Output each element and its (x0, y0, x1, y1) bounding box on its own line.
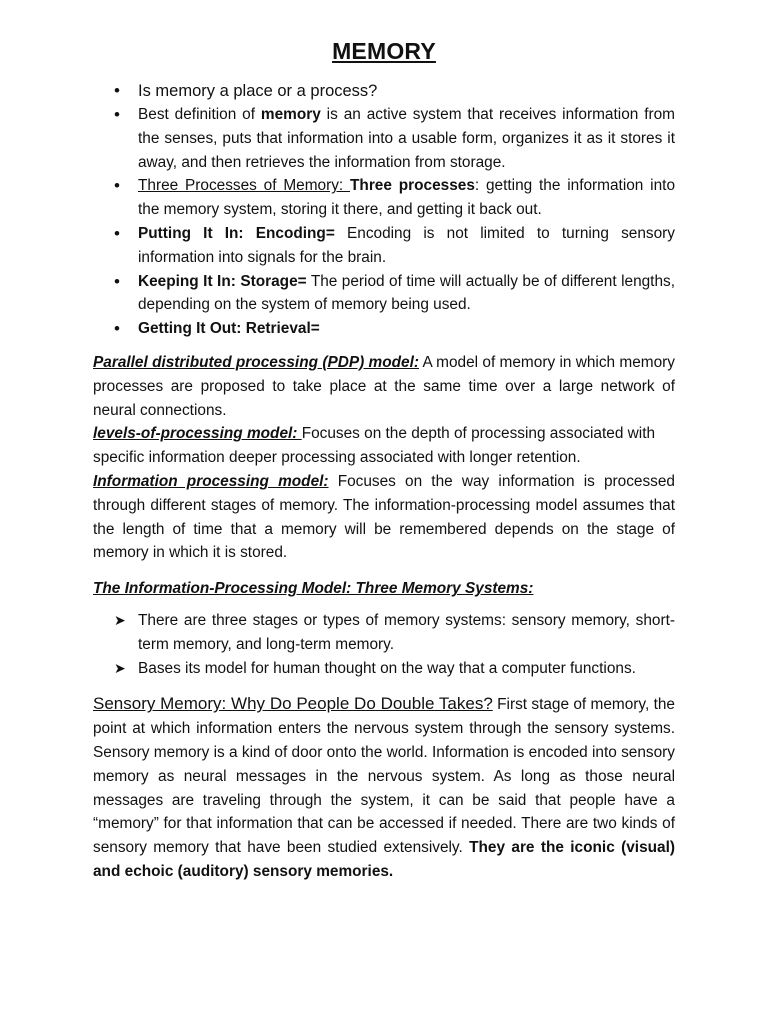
levels-of-processing-label: levels-of-processing model: (93, 425, 302, 443)
sensory-memory-text: First stage of memory, the point at which information enters the nervous system through the sensory systems. Sensory memory is a kind of door onto the world. Information is encoded into sensory memory as neural messages in the nervous system. As long as those neural messages are traveling through the system, it can be said that people have a “memory” for that information that can be accessed if needed. There are two kinds of sensory memory that have been studied extensively. (93, 696, 675, 857)
storage-text: The period of time will actually be of different lengths, depending on the system of memory being used. (138, 272, 675, 314)
information-processing-text: Focuses on the way information is processed through different stages of memory. The information-processing model assumes that the length of time that a memory will be remembered depends on the stage of memory in which it is stored. (93, 472, 675, 562)
pdp-model-text: A model of memory in which memory processes are proposed to take place at the same time over a large network of neural connections. (93, 353, 675, 419)
sensory-memory-heading: Sensory Memory: Why Do People Do Double Takes? (93, 694, 493, 714)
definition-pre-text: Best definition of (138, 106, 261, 123)
information-processing-paragraph (93, 470, 675, 565)
arrowhead-bullet-icon: ➤ (114, 659, 126, 676)
three-processes-bold: Three processes (350, 177, 475, 195)
question-text: Is memory a place or a process? (138, 82, 378, 100)
levels-of-processing-text: Focuses on the depth of processing associated with specific information deeper processing associated with longer retention. (93, 425, 656, 467)
arrowhead-bullet-icon: ➤ (114, 611, 126, 628)
page-title: MEMORY (332, 38, 436, 64)
sensory-memory-bold-end: They are the iconic (visual) and echoic (auditory) sensory memories. (93, 839, 675, 880)
three-processes-text: : getting the information into the memory system, storing it there, and getting it back out. (138, 177, 675, 219)
list-item (114, 609, 675, 657)
document-page (93, 38, 675, 884)
three-systems-list (93, 609, 675, 680)
encoding-text: Encoding is not limited to turning sensory information into signals for the brain. (138, 224, 675, 266)
list-item-three-processes (138, 174, 675, 222)
information-processing-label: Information processing model: (93, 472, 329, 490)
list-item-retrieval (138, 317, 675, 341)
retrieval-label: Getting It Out: Retrieval= (138, 320, 320, 338)
three-systems-heading (93, 577, 675, 601)
three-processes-label: Three Processes of Memory: (138, 177, 351, 195)
levels-of-processing-paragraph (93, 422, 675, 470)
list-item-question (138, 79, 675, 103)
definition-post-text: is an active system that receives information from the senses, puts that information into a usable form, organizes it as it stores it away, and then retrieves the information from storage. (138, 106, 675, 171)
storage-label: Keeping It In: Storage= (138, 272, 307, 290)
pdp-model-label: Parallel distributed processing (PDP) model: (93, 353, 419, 371)
definition-bold-term: memory (260, 106, 321, 123)
list-item-storage (138, 270, 675, 318)
list-item-definition (138, 103, 675, 174)
pdp-model-paragraph (93, 351, 675, 422)
three-systems-heading-text: The Information-Processing Model: Three Memory Systems: (93, 580, 534, 598)
intro-bullet-list (93, 79, 675, 341)
list-item (114, 657, 675, 681)
three-systems-item-text: Bases its model for human thought on the way that a computer functions. (138, 659, 636, 677)
list-item-encoding (138, 222, 675, 270)
encoding-label: Putting It In: Encoding= (138, 224, 335, 242)
sensory-memory-paragraph (93, 692, 675, 883)
three-systems-item-text: There are three stages or types of memory systems: sensory memory, short-term memory, and long-term memory. (138, 611, 675, 653)
